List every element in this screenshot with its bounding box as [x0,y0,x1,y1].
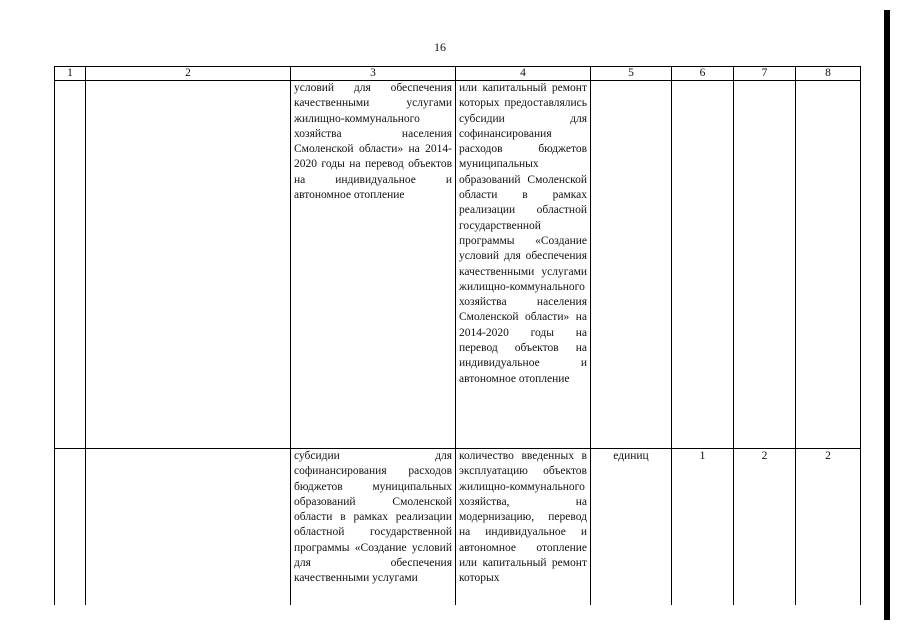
table-cell: количество введенных в эксплуатацию объектов жилищно-коммунального хозяйства, на модернизацию, перевод на индивидуальное и автономное отопление или капитальный ремонт которых [456,449,591,606]
table-header-row [55,67,861,81]
table-cell [55,81,86,449]
table-cell [734,81,796,449]
header-cell-4: 4 [456,67,591,81]
table-cell [796,81,861,449]
header-cell-7: 7 [734,67,796,81]
table-cell: единиц [591,449,672,606]
table-row [55,449,861,606]
table-cell [86,81,291,449]
table-row [55,81,861,449]
table-cell [672,81,734,449]
table-cell: или капитальный ремонт которых предоставлялись субсидии для софинансирования расходов бюджетов муниципальных образований Смоленской области в рамках реализации областной государственной программы «Создание условий для обеспечения качественными услугами жилищно-коммунального хозяйства населения Смоленской области» на 2014-2020 годы на перевод объектов на индивидуальное и автономное отопление [456,81,591,449]
header-cell-2: 2 [86,67,291,81]
header-cell-3: 3 [291,67,456,81]
table-cell: 2 [734,449,796,606]
header-cell-6: 6 [672,67,734,81]
table-cell: 1 [672,449,734,606]
table-cell [591,81,672,449]
indicators-table [54,66,861,605]
table-cell: условий для обеспечения качественными услугами жилищно-коммунального хозяйства населения Смоленской области» на 2014-2020 годы на перевод объектов на индивидуальное и автономное отопление [291,81,456,449]
table-cell [86,449,291,606]
table-cell [55,449,86,606]
page-number: 16 [434,40,446,54]
header-cell-5: 5 [591,67,672,81]
table-cell: субсидии для софинансирования расходов бюджетов муниципальных образований Смоленской области в рамках реализации областной государственной программы «Создание условий для обеспечения качественными услугами [291,449,456,606]
header-cell-8: 8 [796,67,861,81]
scan-edge-bar [884,10,890,620]
table-cell: 2 [796,449,861,606]
header-cell-1: 1 [55,67,86,81]
